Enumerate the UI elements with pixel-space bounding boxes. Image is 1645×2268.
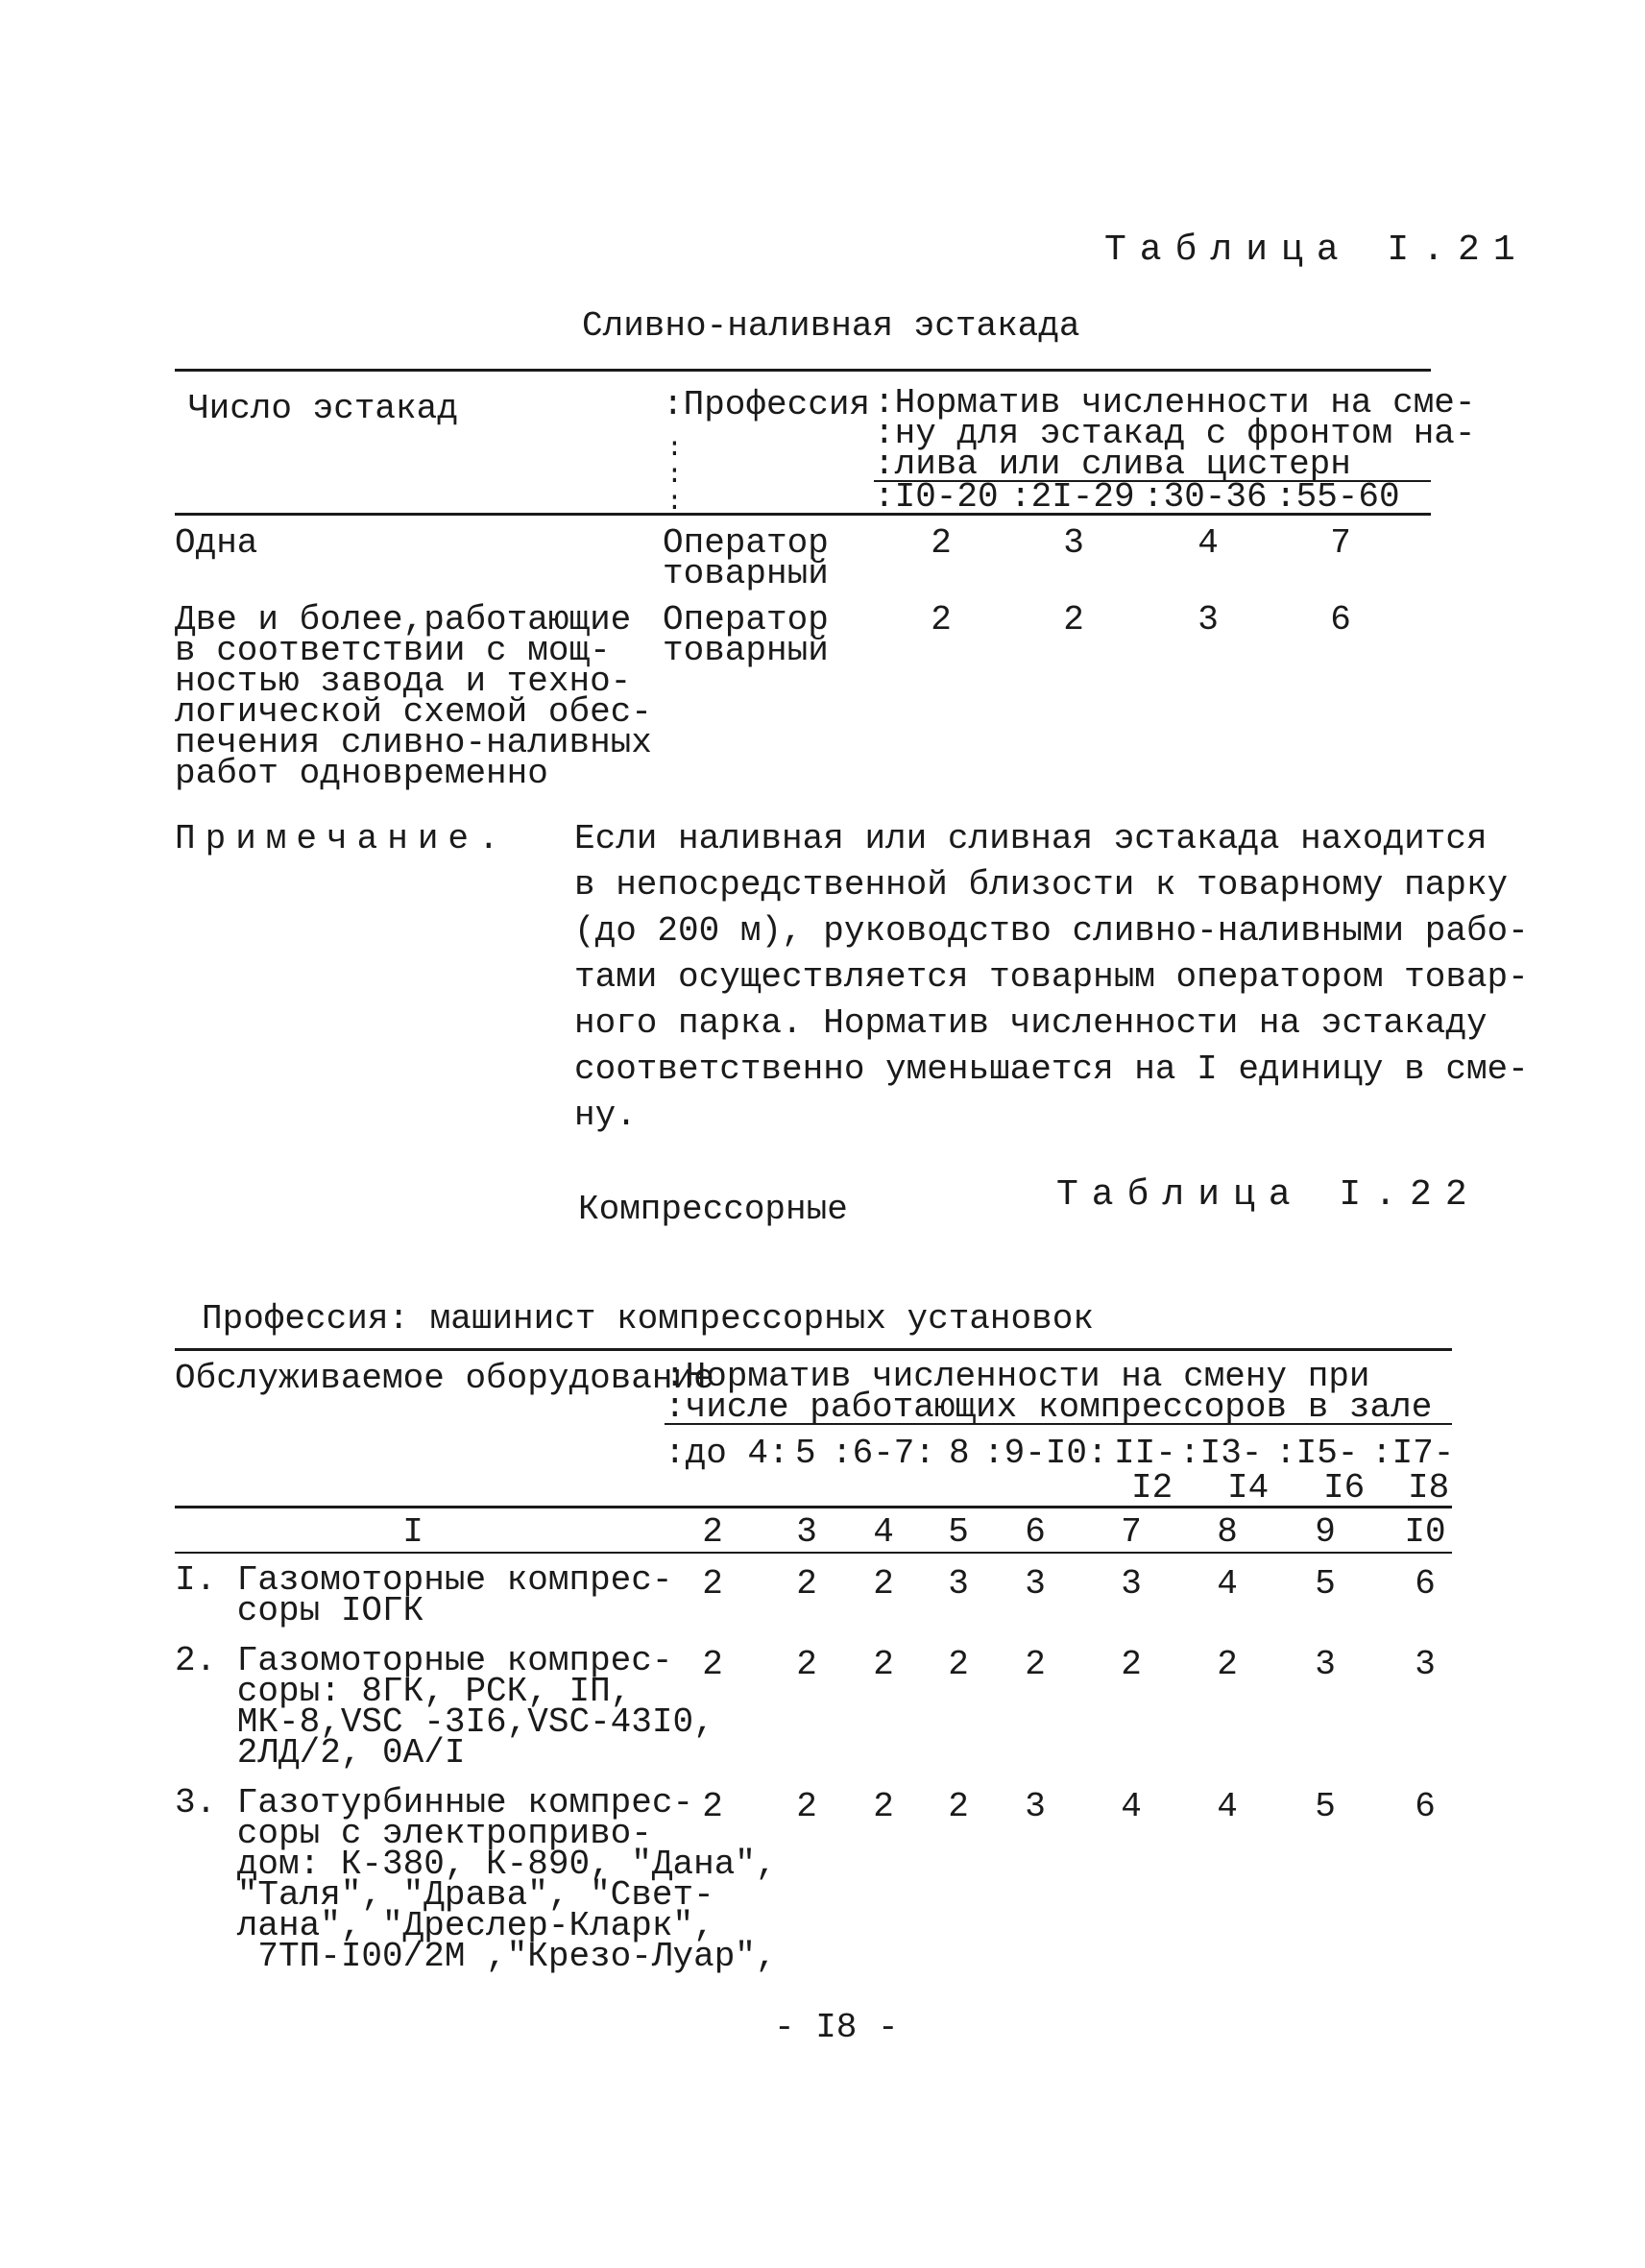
row2-count-line: в соответствии с мощ- bbox=[175, 631, 611, 670]
table22-row1-val-9: 6 bbox=[1415, 1564, 1436, 1604]
table22-title: Компрессорные bbox=[578, 1190, 848, 1229]
row1-count-line: Одна bbox=[175, 523, 258, 563]
table22-group-3: :6-7: bbox=[832, 1434, 936, 1473]
row2-profession-line-2: товарный bbox=[663, 631, 829, 670]
table22-row2-line: 2. Газомоторные компрес- bbox=[175, 1641, 673, 1680]
table21-row1-profession bbox=[663, 523, 829, 593]
table22-row3-line: лана", "Дреслер-Кларк", bbox=[175, 1906, 714, 1945]
table22-row3-val-6: 4 bbox=[1121, 1787, 1142, 1826]
table21-title: Сливно-наливная эстакада bbox=[582, 306, 1080, 346]
table21-row1-val-3: 4 bbox=[1197, 523, 1219, 563]
table22-row1-val-7: 4 bbox=[1217, 1564, 1238, 1604]
table22-row1-line: соры IOГК bbox=[175, 1591, 424, 1630]
row2-profession-line-1: Оператор bbox=[663, 600, 829, 639]
table21-row1-val-2: 3 bbox=[1063, 523, 1084, 563]
table22-norm-header-line-1: :Норматив численности на смену при bbox=[665, 1357, 1370, 1396]
table21-sub-55-60: :55-60 bbox=[1275, 477, 1400, 517]
table22-group-6: II- bbox=[1114, 1434, 1176, 1473]
table22-row2-val-5: 2 bbox=[1025, 1645, 1046, 1684]
table22-group-7-bottom: I4 bbox=[1227, 1468, 1270, 1508]
table22-row3-val-3: 2 bbox=[873, 1787, 894, 1826]
table22-row3-val-4: 2 bbox=[948, 1787, 969, 1826]
table21-sub-21-29: :2I-29 bbox=[1010, 477, 1135, 517]
table21-col-norm-header bbox=[874, 383, 1476, 484]
table22-colnum-8: 8 bbox=[1217, 1512, 1238, 1552]
table22-group-9-bottom: I8 bbox=[1408, 1468, 1450, 1508]
table21-row1-val-1: 2 bbox=[931, 523, 952, 563]
table21-header-bottom-rule bbox=[175, 513, 1431, 516]
table22-colnum-7: 7 bbox=[1121, 1512, 1142, 1552]
table22-colnum-rule bbox=[175, 1552, 1452, 1554]
table21-row2-val-3: 3 bbox=[1197, 600, 1219, 639]
table21-top-rule bbox=[175, 369, 1431, 372]
table22-col-norm-header bbox=[665, 1357, 1433, 1427]
table22-colnum-6: 6 bbox=[1025, 1512, 1046, 1552]
row2-count-line: Две и более,работающие bbox=[175, 600, 632, 639]
table22-colnum-4: 4 bbox=[873, 1512, 894, 1552]
table22-row2-val-6: 2 bbox=[1121, 1645, 1142, 1684]
norm-header-line-1: :Норматив численности на сме- bbox=[874, 383, 1476, 422]
table22-colnum-5: 5 bbox=[948, 1512, 969, 1552]
row2-count-line: работ одновременно bbox=[175, 754, 548, 793]
table22-colnum-3: 3 bbox=[796, 1512, 817, 1552]
row1-profession-line-2: товарный bbox=[663, 554, 829, 593]
table22-norm-header-line-2: :числе работающих компрессоров в зале bbox=[665, 1387, 1433, 1427]
table22-row2-val-8: 3 bbox=[1315, 1645, 1336, 1684]
table22-header-bottom-rule bbox=[175, 1506, 1452, 1508]
table22-row2-val-4: 2 bbox=[948, 1645, 969, 1684]
table21-col-profession-header: :Профессия bbox=[663, 385, 871, 424]
table22-col-equipment-header: Обслуживаемое оборудование bbox=[175, 1359, 714, 1398]
row1-profession-line-1: Оператор bbox=[663, 523, 829, 563]
table22-row1-val-1: 2 bbox=[702, 1564, 723, 1604]
table22-row3-line: дом: К-380, К-890, "Дана", bbox=[175, 1845, 777, 1884]
row2-count-line: ностью завода и техно- bbox=[175, 662, 632, 701]
table21-header-colon-column: : : : bbox=[666, 434, 683, 518]
table22-row1-val-6: 3 bbox=[1121, 1564, 1142, 1604]
table22-colnum-2: 2 bbox=[702, 1512, 723, 1552]
table22-row3-val-9: 6 bbox=[1415, 1787, 1436, 1826]
note-line-7: ну. bbox=[574, 1096, 637, 1135]
table22-row2-val-1: 2 bbox=[702, 1645, 723, 1684]
norm-header-line-3: :лива или слива цистерн bbox=[874, 445, 1351, 484]
table21-col-count-header: Число эстакад bbox=[188, 389, 458, 428]
row2-count-line: логической схемой обес- bbox=[175, 692, 652, 732]
table22-row1-val-5: 3 bbox=[1025, 1564, 1046, 1604]
table22-profession: Профессия: машинист компрессорных установок bbox=[202, 1299, 1094, 1339]
note-line-1: Если наливная или сливная эстакада находится bbox=[574, 819, 1488, 858]
note-line-3: (до 200 м), руководство сливно-наливными рабо- bbox=[574, 911, 1529, 951]
table22-group-5: :9-I0: bbox=[983, 1434, 1108, 1473]
table22-row3-val-8: 5 bbox=[1315, 1787, 1336, 1826]
table22-label: Таблица I.22 bbox=[1056, 1174, 1481, 1216]
table22-group-9: :I7- bbox=[1371, 1434, 1455, 1473]
table22-row1-val-8: 5 bbox=[1315, 1564, 1336, 1604]
table21-row2-count bbox=[175, 600, 652, 793]
table21-row2-val-1: 2 bbox=[931, 600, 952, 639]
table21-row1-val-4: 7 bbox=[1330, 523, 1351, 563]
table22-row3-line: соры с электроприво- bbox=[175, 1814, 652, 1853]
table22-row3-val-5: 3 bbox=[1025, 1787, 1046, 1826]
table22-row2-val-3: 2 bbox=[873, 1645, 894, 1684]
table22-colnum-1: I bbox=[402, 1512, 423, 1552]
table22-group-8-bottom: I6 bbox=[1323, 1468, 1366, 1508]
norm-header-line-2: :ну для эстакад с фронтом на- bbox=[874, 414, 1476, 453]
table22-group-4: 8 bbox=[949, 1434, 970, 1473]
table22-row1-line: I. Газомоторные компрес- bbox=[175, 1560, 673, 1600]
table22-row1-val-2: 2 bbox=[796, 1564, 817, 1604]
table22-row3-val-7: 4 bbox=[1217, 1787, 1238, 1826]
table22-colnum-9: 9 bbox=[1315, 1512, 1336, 1552]
page-number: - I8 - bbox=[774, 2008, 899, 2047]
table22-group-2: 5 bbox=[795, 1434, 816, 1473]
table22-row2-line: соры: 8ГК, РСК, IП, bbox=[175, 1672, 632, 1711]
table22-top-rule bbox=[175, 1348, 1452, 1351]
table22-row3-line: 3. Газотурбинные компрес- bbox=[175, 1783, 694, 1822]
table22-row2-val-7: 2 bbox=[1217, 1645, 1238, 1684]
table21-label: Таблица I.21 bbox=[1104, 229, 1529, 271]
table22-row3-val-2: 2 bbox=[796, 1787, 817, 1826]
table22-row2-equipment bbox=[175, 1641, 714, 1773]
table22-group-7: :I3- bbox=[1179, 1434, 1263, 1473]
table22-row2-val-9: 3 bbox=[1415, 1645, 1436, 1684]
table21-row2-val-2: 2 bbox=[1063, 600, 1084, 639]
note-line-6: соответственно уменьшается на I единицу в сме- bbox=[574, 1050, 1529, 1089]
table22-row3-val-1: 2 bbox=[702, 1787, 723, 1826]
table21-sub-30-36: :30-36 bbox=[1143, 477, 1268, 517]
note-line-4: тами осуществляется товарным оператором товар- bbox=[574, 957, 1529, 997]
table22-row3-line: 7ТП-I00/2М ,"Крезо-Луар", bbox=[175, 1937, 777, 1976]
table21-sub-10-20: :I0-20 bbox=[874, 477, 999, 517]
note-line-2: в непосредственной близости к товарному парку bbox=[574, 865, 1509, 905]
table21-row1-count bbox=[175, 523, 258, 563]
note-line-5: ного парка. Норматив численности на эстакаду bbox=[574, 1003, 1488, 1043]
table22-group-8: :I5- bbox=[1275, 1434, 1359, 1473]
table22-group-1: :до 4: bbox=[665, 1434, 789, 1473]
table22-row3-line: "Таля", "Драва", "Свет- bbox=[175, 1875, 714, 1915]
table21-row2-profession bbox=[663, 600, 829, 670]
note-label: Примечание. bbox=[175, 819, 509, 858]
table22-row1-val-3: 2 bbox=[873, 1564, 894, 1604]
table22-row2-line: 2ЛД/2, 0А/I bbox=[175, 1733, 466, 1773]
table22-colnum-10: I0 bbox=[1404, 1512, 1446, 1552]
table22-row2-val-2: 2 bbox=[796, 1645, 817, 1684]
table21-row2-val-4: 6 bbox=[1330, 600, 1351, 639]
table22-group-6-bottom: I2 bbox=[1131, 1468, 1173, 1508]
table22-subheader-rule bbox=[665, 1423, 1452, 1425]
row2-count-line: печения сливно-наливных bbox=[175, 723, 652, 762]
table22-row2-line: МК-8,VSC -3I6,VSC-43I0, bbox=[175, 1702, 714, 1742]
table22-row1-equipment bbox=[175, 1560, 673, 1630]
table22-row1-val-4: 3 bbox=[948, 1564, 969, 1604]
